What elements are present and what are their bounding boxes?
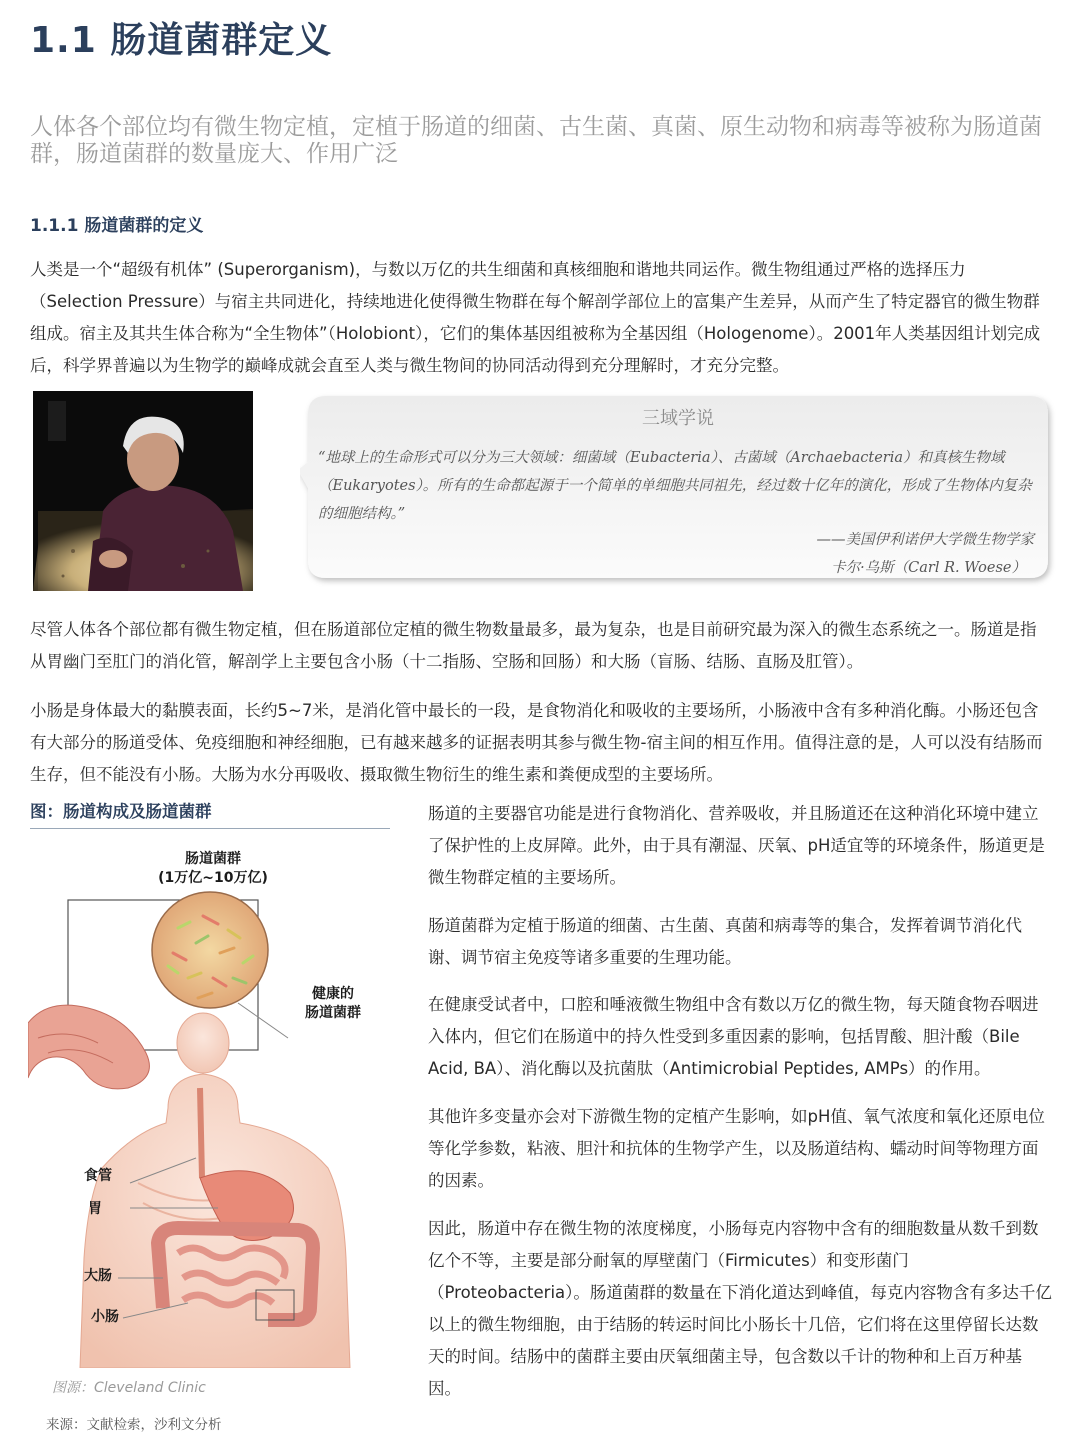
right-paragraph-flora-definition: 肠道菌群为定植于肠道的细菌、古生菌、真菌和病毒等的集合，发挥着调节消化代谢、调节宿主免疫等诸多重要的生理功能。 xyxy=(428,916,1022,967)
figure-label-gut-flora xyxy=(138,850,288,888)
quote-attribution-title: ——美国伊利诺伊大学微生物学家 xyxy=(816,532,1034,548)
figure-label-esophagus: 食管 xyxy=(84,1168,112,1184)
paragraph-superorganism: 人类是一个“超级有机体” (Superorganism)，与数以万亿的共生细菌和真核细胞和谐地共同运作。微生物组通过严格的选择压力（Selection Pressure）与宿主共同进化，持续地进化使得微生物群在每个解剖学部位上的富集产生差异，从而产生了特定器官的微生物群组成。宿主及其共生体合称为“全生物体”（Holobiont），它们的集体基因组被称为全基因组（Hologenome）。2001年人类基因组计划完成后，科学界普遍以为生物学的巅峰成就会直至人类与微生物间的协同活动得到充分理解时，才充分完整。 xyxy=(30,260,1041,375)
figure-label-stomach: 胃 xyxy=(88,1201,102,1217)
quote-title: 三域学说 xyxy=(642,408,714,429)
paragraph-small-intestine: 小肠是身体最大的黏膜表面，长约5~7米，是消化管中最长的一段，是食物消化和吸收的主要场所，小肠液中含有多种消化酶。小肠还包含有大部分的肠道受体、免疫细胞和神经细胞，已有越来越多的证据表明其参与微生物-宿主间的相互作用。值得注意的是，人可以没有结肠而生存，但不能没有小肠。大肠为水分再吸收、摄取微生物衍生的维生素和粪便成型的主要场所。 xyxy=(30,701,1043,784)
right-paragraph-oral-microbiome: 在健康受试者中，口腔和唾液微生物组中含有数以万亿的微生物，每天随食物吞咽进入体内，但它们在肠道中的持久性受到多重因素的影响，包括胃酸、胆汁酸（Bile Acid, BA）、消化酶以及抗菌肽（Antimicrobial Peptides, AMPs）的作用。 xyxy=(428,995,1039,1078)
gut-anatomy-illustration xyxy=(28,838,392,1368)
portrait-photo xyxy=(33,391,253,591)
right-paragraph-gradient: 因此，肠道中存在微生物的浓度梯度，小肠每克内容物中含有的细胞数量从数千到数亿个不等，主要是部分耐氧的厚壁菌门（Firmicutes）和变形菌门（Proteobacteria）。肠道菌群的数量在下消化道达到峰值，每克内容物含有多达千亿以上的微生物细胞，由于结肠的转运时间比小肠长十几倍，它们将在这里停留长达数天的时间。结肠中的菌群主要由厌氧细菌主导，包含数以千计的物种和上百万种基因。 xyxy=(428,1219,1052,1398)
figure-label-gut-flora-line1: 肠道菌群 xyxy=(185,851,241,867)
page-subtitle: 人体各个部位均有微生物定植，定植于肠道的细菌、古生菌、真菌、原生动物和病毒等被称为肠道菌群，肠道菌群的数量庞大、作用广泛 xyxy=(30,114,1042,167)
section-heading: 1.1.1 肠道菌群的定义 xyxy=(30,216,204,236)
figure-credit: 图源：Cleveland Clinic xyxy=(52,1380,206,1396)
page-title: 1.1 肠道菌群定义 xyxy=(30,20,333,61)
quote-text: “地球上的生命形式可以分为三大领域：细菌域（Eubacteria）、古菌域（Archaebacteria）和真核生物域（Eukaryotes）。所有的生命都起源于一个简单的单细胞共同祖先，经过数十亿年的演化，形成了生物体内复杂的细胞结构。” xyxy=(318,450,1032,522)
source-note: 来源：文献检索，沙利文分析 xyxy=(46,1417,222,1433)
figure-label-healthy-flora xyxy=(298,985,368,1023)
figure-label-small-intestine: 小肠 xyxy=(91,1309,119,1325)
paragraph-intestine: 尽管人体各个部位都有微生物定植，但在肠道部位定植的微生物数量最多，最为复杂，也是目前研究最为深入的微生态系统之一。肠道是指从胃幽门至肛门的消化管，解剖学上主要包含小肠（十二指肠、空肠和回肠）和大肠（盲肠、结肠、直肠及肛管）。 xyxy=(30,620,1037,671)
figure-label-healthy-line1: 健康的 xyxy=(312,986,354,1002)
right-paragraph-organ-function: 肠道的主要器官功能是进行食物消化、营养吸收，并且肠道还在这种消化环境中建立了保护性的上皮屏障。此外，由于具有潮湿、厌氧、pH适宜等的环境条件，肠道更是微生物群定植的主要场所。 xyxy=(428,804,1045,887)
figure-label-large-intestine: 大肠 xyxy=(84,1268,112,1284)
figure-title: 图：肠道构成及肠道菌群 xyxy=(30,798,390,829)
right-paragraph-variables: 其他许多变量亦会对下游微生物的定植产生影响，如pH值、氧气浓度和氧化还原电位等化学参数，粘液、胆汁和抗体的生物学产生，以及肠道结构、蠕动时间等物理方面的因素。 xyxy=(428,1107,1045,1190)
quote-attribution-name: 卡尔·乌斯（Carl R. Woese） xyxy=(831,560,1026,576)
figure-label-gut-flora-line2: (1万亿~10万亿) xyxy=(158,870,268,886)
figure-label-healthy-line2: 肠道菌群 xyxy=(305,1005,361,1021)
